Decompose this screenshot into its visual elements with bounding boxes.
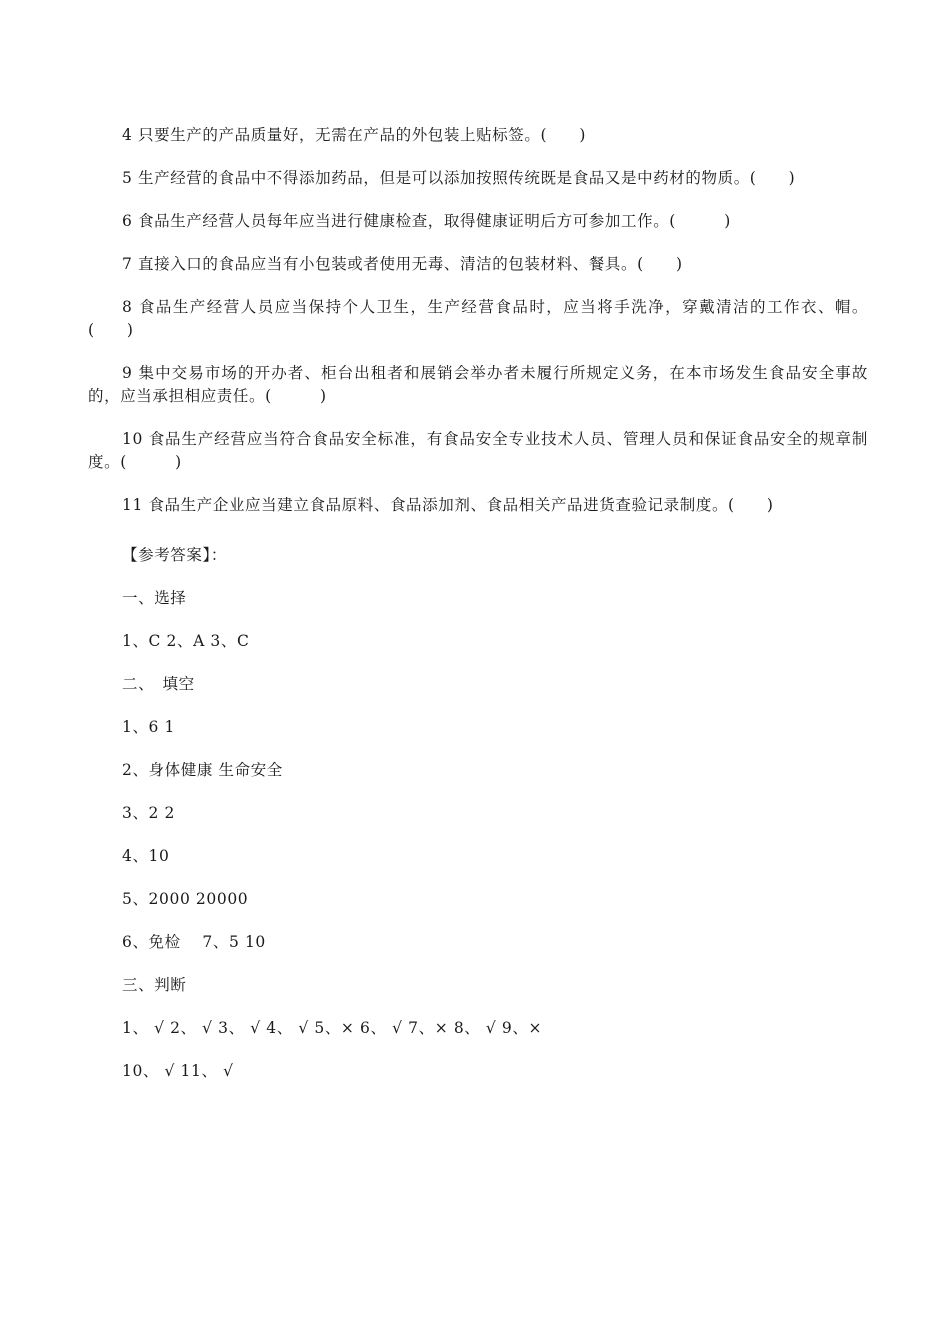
fill-answer-5: 5、2000 20000 <box>122 890 249 908</box>
question-6: 6 食品生产经营人员每年应当进行健康检查，取得健康证明后方可参加工作。( ) <box>122 212 731 230</box>
judge-answers-row-1: 1、 √ 2、 √ 3、 √ 4、 √ 5、× 6、 √ 7、× 8、 √ 9、× <box>122 1019 543 1037</box>
question-7: 7 直接入口的食品应当有小包装或者使用无毒、清洁的包装材料、餐具。( ) <box>122 255 683 273</box>
question-9: 9 集中交易市场的开办者、柜台出租者和展销会举办者未履行所规定义务，在本市场发生食品安全事故的，应当承担相应责任。( ) <box>88 364 868 405</box>
fill-answer-4: 4、10 <box>122 847 170 865</box>
question-10: 10 食品生产经营应当符合食品安全标准，有食品安全专业技术人员、管理人员和保证食品安全的规章制度。( ) <box>88 430 868 471</box>
fill-section-title: 二、 填空 <box>122 675 195 693</box>
fill-answer-3: 3、2 2 <box>122 804 176 822</box>
choice-section-title: 一、选择 <box>122 589 187 607</box>
choice-answers: 1、C 2、A 3、C <box>122 632 250 650</box>
question-8: 8 食品生产经营人员应当保持个人卫生，生产经营食品时，应当将手洗净，穿戴清洁的工作衣、帽。( ) <box>88 298 868 339</box>
questions-section <box>88 124 868 537</box>
answer-key-heading: 【参考答案】： <box>122 546 227 564</box>
question-11: 11 食品生产企业应当建立食品原料、食品添加剂、食品相关产品进货查验记录制度。( ) <box>122 496 774 514</box>
judge-answers-row-2: 10、 √ 11、 √ <box>122 1062 234 1080</box>
fill-answer-1: 1、6 1 <box>122 718 176 736</box>
fill-answer-6: 6、免检 7、5 10 <box>122 933 266 951</box>
answer-key-section <box>122 544 862 1103</box>
question-4: 4 只要生产的产品质量好，无需在产品的外包装上贴标签。( ) <box>122 126 586 144</box>
question-5: 5 生产经营的食品中不得添加药品，但是可以添加按照传统既是食品又是中药材的物质。( ) <box>122 169 796 187</box>
fill-answer-2: 2、身体健康 生命安全 <box>122 761 283 779</box>
judge-section-title: 三、判断 <box>122 976 187 994</box>
